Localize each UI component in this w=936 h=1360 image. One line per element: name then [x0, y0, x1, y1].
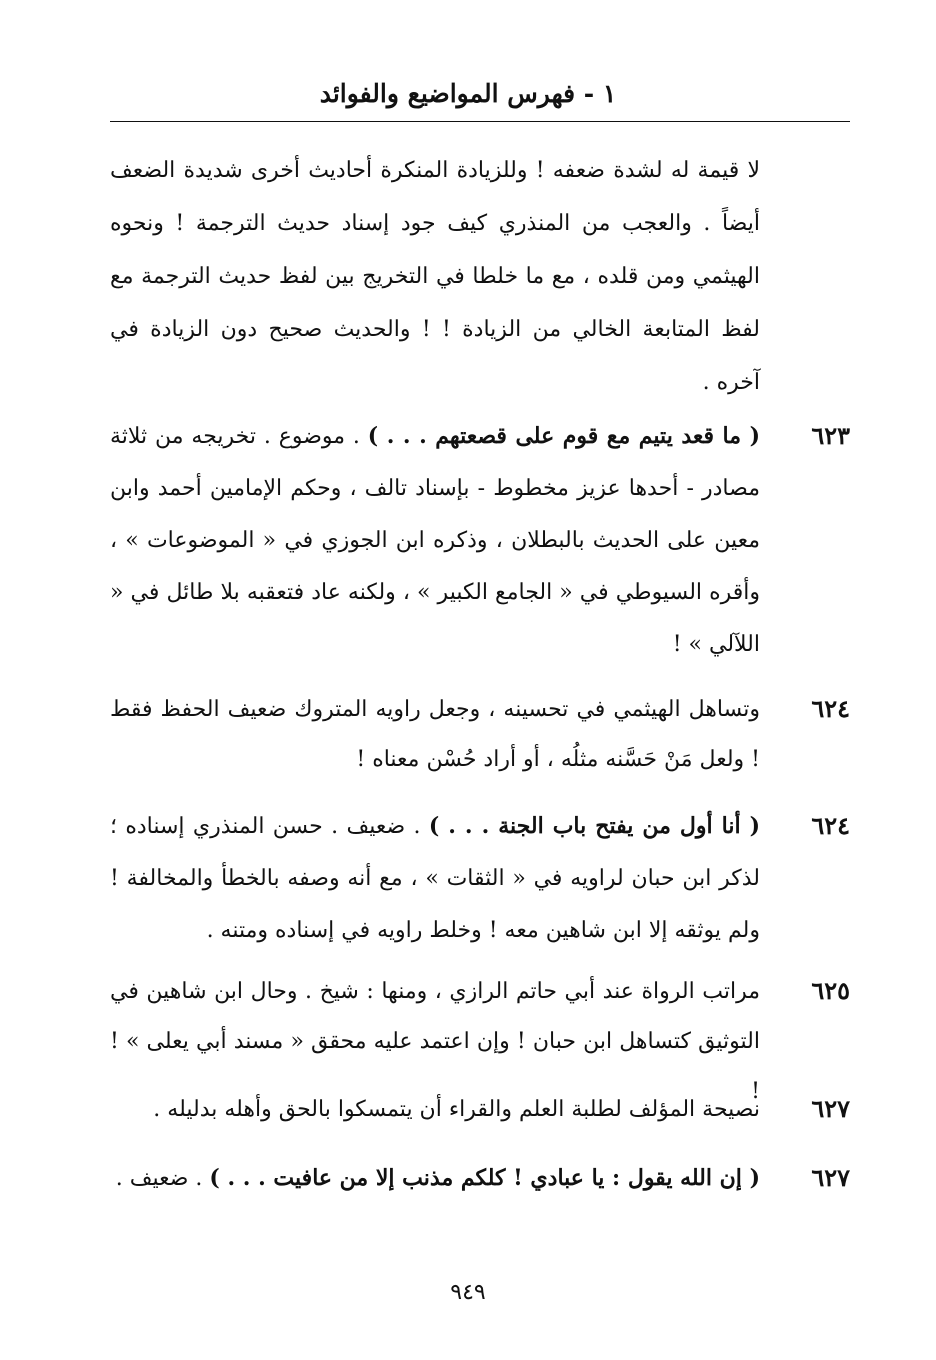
entry-text	[110, 1153, 760, 1204]
entry-text	[110, 410, 760, 671]
entry-body: . ضعيف . حسن المنذري إسناده ؛ لذكر ابن حبان لراويه في « الثقات » ، مع أنه وصفه بالخطأ والمخالفة ! ولم يوثقه إلا ابن شاهين معه ! وخلط راويه في إسناده ومتنه .	[110, 814, 760, 943]
entry-text	[110, 684, 760, 785]
entry-body: نصيحة المؤلف لطلبة العلم والقراء أن يتمسكوا بالحق وأهله بدليله .	[153, 1097, 760, 1122]
entry-text	[110, 1084, 760, 1135]
entry-body: وتساهل الهيثمي في تحسينه ، وجعل راويه المتروك ضعيف الحفظ فقط ! ولعل مَنْ حَسَّنه مثلُه ، أو أراد حُسْن معناه !	[110, 697, 760, 772]
entry-page-number: ٦٢٧	[811, 1094, 850, 1123]
entry-body: مراتب الرواة عند أبي حاتم الرازي ، ومنها : شيخ . وحال ابن شاهين في التوثيق كتساهل ابن حبان ! وإن اعتمد عليه محقق « مسند أبي يعلى » ! !	[110, 979, 760, 1104]
index-entry	[110, 1153, 850, 1204]
entry-page-number: ٦٢٧	[811, 1163, 850, 1192]
entry-body: . ضعيف .	[115, 1166, 210, 1191]
index-entry	[110, 1084, 850, 1135]
hadith-title: ( ما قعد يتيم مع قوم على قصعتهم . . . )	[367, 423, 760, 449]
entry-page-number: ٦٢٥	[811, 976, 850, 1005]
page-number: ٩٤٩	[450, 1280, 486, 1305]
running-header: ١ - فهرس المواضيع والفوائد	[319, 79, 617, 108]
entry-body: . موضوع . تخريجه من ثلاثة مصادر - أحدها عزيز مخطوط - بإسناد تالف ، وحكم الإمامين أحمد وابن معين على الحديث بالبطلان ، وذكره ابن الجوزي في « الموضوعات » ، وأقره السيوطي في « الجامع الكبير » ، ولكنه عاد فتعقبه بلا طائل في « اللآلي » !	[110, 424, 760, 657]
index-entry	[110, 410, 850, 671]
entry-page-number: ٦٢٤	[811, 811, 850, 840]
entry-page-number: ٦٢٣	[811, 421, 850, 450]
entry-page-number: ٦٢٤	[811, 694, 850, 723]
index-entry	[110, 684, 850, 785]
continuation-paragraph: لا قيمة له لشدة ضعفه ! وللزيادة المنكرة أحاديث أخرى شديدة الضعف أيضاً . والعجب من المنذري كيف جود إسناد حديث الترجمة ! ونحوه الهيثمي ومن قلده ، مع ما خلطا في التخريج بين لفظ حديث الترجمة مع لفظ المتابعة الخالي من الزيادة ! ! والحديث صحيح دون الزيادة في آخره .	[110, 158, 760, 395]
hadith-title: ( إن الله يقول : يا عبادي ! كلكم مذنب إلا من عافيت . . . )	[209, 1165, 760, 1191]
entry-text	[110, 800, 760, 957]
header-rule	[110, 121, 850, 122]
index-entry	[110, 800, 850, 957]
hadith-title: ( أنا أول من يفتح باب الجنة . . . )	[428, 813, 760, 839]
